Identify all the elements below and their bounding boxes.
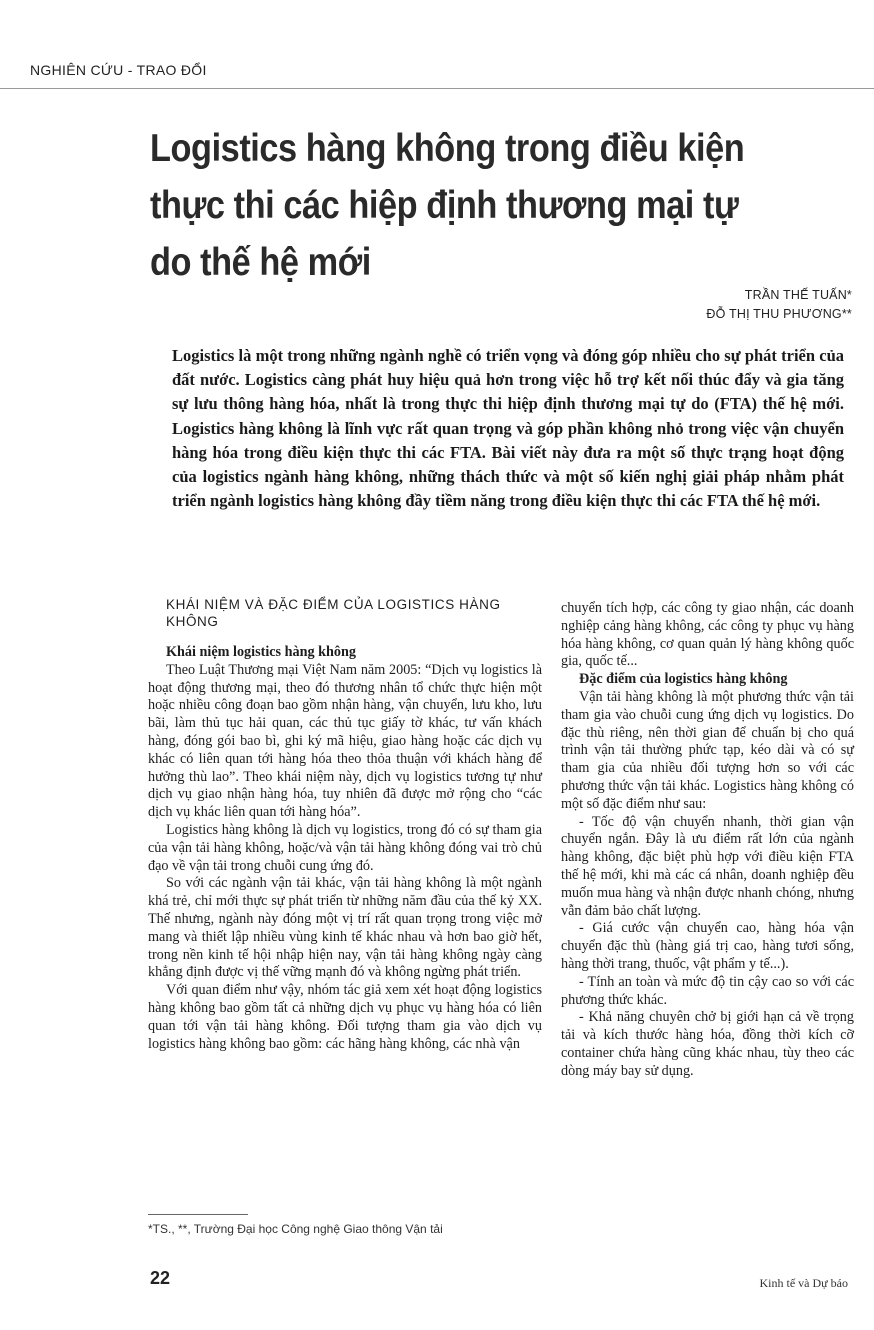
journal-name: Kinh tế và Dự báo (759, 1276, 848, 1290)
footnote-rule (148, 1214, 248, 1215)
list-item: - Tính an toàn và mức độ tin cậy cao so với các phương thức khác. (561, 973, 854, 1008)
article-title: Logistics hàng không trong điều kiện thực thi các hiệp định thương mại tự do thế hệ mới (150, 127, 745, 284)
left-column (148, 596, 542, 1053)
author-2: ĐỖ THỊ THU PHƯƠNG** (706, 307, 852, 321)
right-column (561, 600, 854, 1081)
paragraph: So với các ngành vận tải khác, vận tải hàng không là một ngành khá trẻ, chỉ mới thực sự phát triển từ những năm đầu của thế kỷ XX. Thế nhưng, ngành này đóng một vị trí rất quan trọng trong việc mở mang và thiết lập nhiều vùng kinh tế khác nhau và hơn bao giờ hết, trong nền kinh tế hội nhập hiện nay, vận tải hàng không ngày càng khẳng định được vị thế vững mạnh đó và không ngừng phát triển. (148, 875, 542, 981)
subheading-characteristics: Đặc điểm của logistics hàng không (579, 671, 788, 688)
paragraph: Với quan điểm như vậy, nhóm tác giả xem xét hoạt động logistics hàng không bao gồm tất cả những dịch vụ phục vụ hàng hóa có liên quan tới vận tải hàng không. Đối tượng tham gia vào dịch vụ logistics hàng không bao gồm: các hãng hàng không, các nhà vận (148, 982, 542, 1052)
list-item: - Giá cước vận chuyển cao, hàng hóa vận chuyển đặc thù (hàng giá trị cao, hàng tươi sống, hàng thời trang, thuốc, vật phẩm y tế...). (561, 920, 854, 972)
paragraph: Theo Luật Thương mại Việt Nam năm 2005: “Dịch vụ logistics là hoạt động thương mại, theo đó thương nhân tổ chức thực hiện một hoặc nhiều công đoạn bao gồm nhận hàng, vận chuyển, lưu kho, lưu bãi, làm thủ tục hải quan, các thủ tục giấy tờ khác, tư vấn khách hàng, đóng gói bao bì, ghi ký mã hiệu, giao hàng hoặc các dịch vụ khác có liên quan tới hàng hóa theo thỏa thuận với khách hàng để hưởng thù lao”. Theo khái niệm này, dịch vụ logistics tương tự như dịch vụ giao nhận hàng hóa, tuy nhiên đã được mở rộng cho “các dịch vụ khác liên quan tới hàng hóa”. (148, 661, 542, 821)
page-number: 22 (150, 1268, 171, 1288)
header-rule (0, 88, 874, 89)
abstract: Logistics là một trong những ngành nghề có triển vọng và đóng góp nhiều cho sự phát triển của đất nước. Logistics càng phát huy hiệu quả hơn trong việc hỗ trợ kết nối thúc đẩy và gia tăng sự lưu thông hàng hóa, nhất là trong thực thi hiệp định thương mại tự do (FTA) thế hệ mới. Logistics hàng không là lĩnh vực rất quan trọng và góp phần không nhỏ trong việc vận chuyển hàng hóa trong điều kiện thực thi các FTA. Bài viết này đưa ra một số thực trạng hoạt động của logistics ngành hàng không, những thách thức và một số kiến nghị giải pháp nhằm phát triển ngành logistics hàng không đầy tiềm năng trong điều kiện thực thi các FTA thế hệ mới. (172, 346, 844, 511)
author-1: TRẦN THẾ TUẤN* (744, 288, 852, 302)
paragraph-continued: chuyển tích hợp, các công ty giao nhận, các doanh nghiệp cảng hàng không, các công ty phục vụ hàng hóa hàng không, cơ quan quản lý hàng không quốc gia, quốc tế... (561, 600, 854, 670)
paragraph: Logistics hàng không là dịch vụ logistics, trong đó có sự tham gia của vận tải hàng không, hoặc/và vận tải hàng không đóng vai trò chủ đạo về vận tải trong chuỗi cung ứng đó. (148, 821, 542, 874)
footnote: *TS., **, Trường Đại học Công nghệ Giao thông Vận tải (148, 1222, 443, 1236)
list-item: - Khả năng chuyên chở bị giới hạn cả về trọng tải và kích thước hàng hóa, đồng thời kích cỡ container chứa hàng cũng khác nhau, tùy theo các dòng máy bay sử dụng. (561, 1009, 854, 1079)
list-item: - Tốc độ vận chuyển nhanh, thời gian vận chuyển ngắn. Đây là ưu điểm rất lớn của ngành hàng không, đặc biệt phù hợp với điều kiện FTA thế hệ mới, khi mà các cá nhân, doanh nghiệp đều muốn mua hàng và nhận được nhanh chóng, nhưng vẫn đảm bảo chất lượng. (561, 813, 854, 919)
paragraph: Vận tải hàng không là một phương thức vận tải tham gia vào chuỗi cung ứng dịch vụ logistics. Do đặc thù riêng, nên thời gian để chuẩn bị cho quá trình vận tải thường phức tạp, kéo dài và có sự tham gia của nhiều đối tượng hơn so với các phương thức vận tải khác. Logistics hàng không có một số đặc điểm như sau: (561, 688, 854, 812)
section-label: NGHIÊN CỨU - TRAO ĐỔI (30, 62, 207, 78)
section-heading: KHÁI NIỆM VÀ ĐẶC ĐIỂM CỦA LOGISTICS HÀNG KHÔNG (166, 597, 501, 629)
subheading-concept: Khái niệm logistics hàng không (166, 644, 357, 660)
authors (706, 286, 852, 324)
